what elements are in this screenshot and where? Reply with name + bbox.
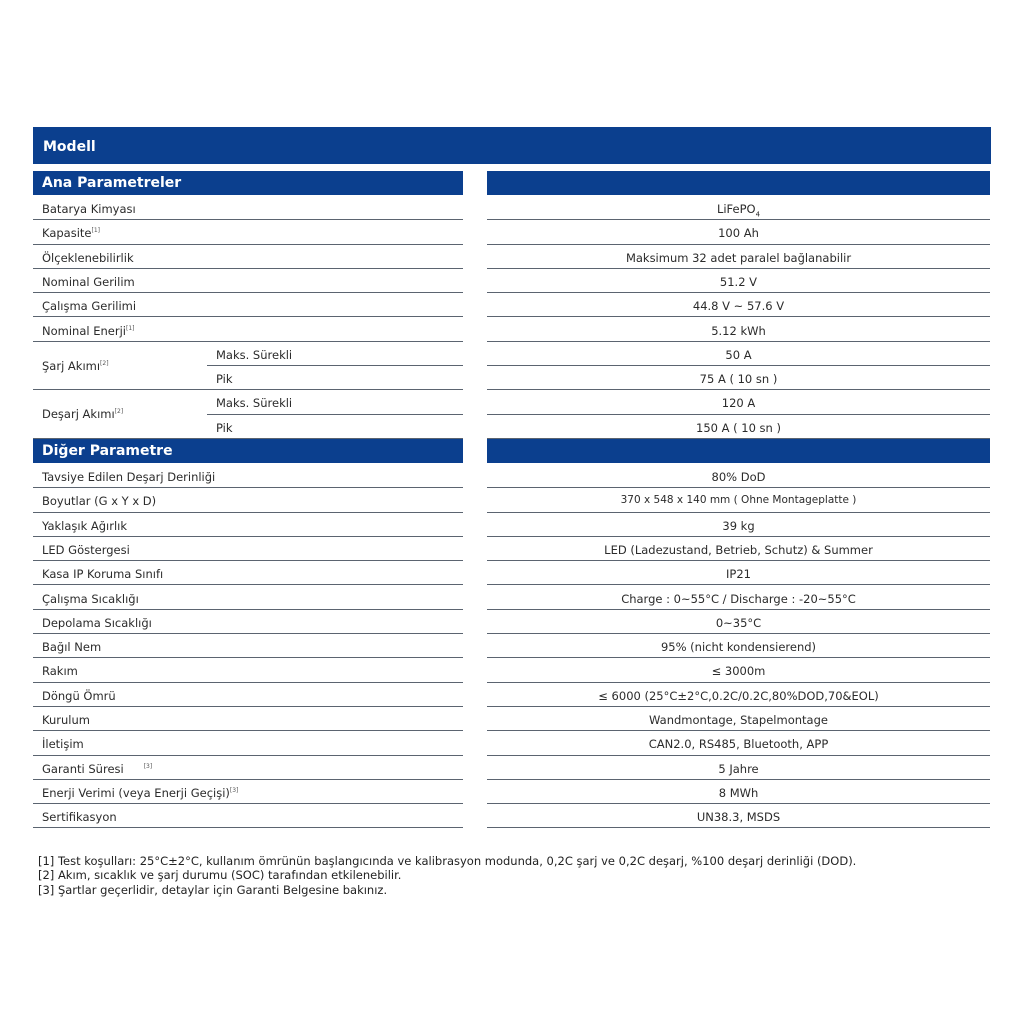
label: Nominal Enerji — [42, 323, 126, 338]
value: 120 A — [721, 396, 756, 411]
row-value — [487, 513, 990, 537]
model-header — [33, 127, 991, 164]
label-text — [216, 372, 233, 386]
label: İletişim — [42, 737, 84, 752]
row-value — [487, 245, 990, 269]
row-value — [487, 780, 990, 804]
value: Charge : 0~55°C / Discharge : -20~55°C — [621, 591, 856, 606]
row-label — [33, 780, 463, 804]
label-text — [42, 737, 84, 751]
footnote-ref: [2] — [114, 408, 124, 416]
value-text — [487, 707, 990, 727]
row-label — [33, 293, 463, 317]
row-value — [487, 634, 990, 658]
row-label — [33, 707, 463, 731]
value: Maksimum 32 adet paralel bağlanabilir — [625, 250, 852, 265]
label-text — [42, 810, 117, 824]
label-text — [42, 689, 116, 703]
value: 51.2 V — [719, 274, 758, 289]
row-label — [33, 464, 463, 488]
label: Boyutlar (G x Y x D) — [42, 494, 157, 509]
label: LED Göstergesi — [42, 542, 130, 557]
label-text — [216, 421, 233, 435]
value: ≤ 6000 (25°C±2°C,0.2C/0.2C,80%DOD,70&EOL) — [598, 688, 879, 703]
value-text — [487, 756, 990, 776]
label: Maks. Sürekli — [216, 396, 293, 411]
value: 44.8 V ~ 57.6 V — [692, 299, 785, 314]
label-text — [42, 713, 90, 727]
row-label — [33, 683, 463, 707]
row-group-label — [33, 390, 207, 439]
value-text — [487, 220, 990, 240]
value-text — [487, 586, 990, 606]
footnote-ref: [1] — [125, 324, 135, 332]
label: Çalışma Gerilimi — [42, 299, 137, 314]
row-value — [487, 658, 990, 682]
model-label: Modell — [43, 139, 96, 155]
row-label — [33, 804, 463, 828]
label: Nominal Gerilim — [42, 274, 135, 289]
value: 8 MWh — [718, 785, 759, 800]
value-text — [487, 780, 990, 800]
row-value — [487, 464, 990, 488]
value: IP21 — [726, 567, 751, 582]
value: 370 x 548 x 140 mm ( Ohne Montageplatte ) — [620, 494, 857, 507]
value: 100 Ah — [718, 226, 759, 241]
row-group-label — [33, 342, 207, 391]
row-label — [207, 366, 463, 390]
footnote-ref: [2] — [100, 359, 109, 367]
value: 95% (nicht kondensierend) — [660, 640, 817, 655]
label: Döngü Ömrü — [42, 688, 116, 703]
label-text — [42, 494, 156, 508]
row-label — [33, 634, 463, 658]
value: 80% DoD — [711, 470, 766, 484]
label-text — [42, 299, 136, 313]
value-text — [487, 731, 990, 751]
row-label — [33, 537, 463, 561]
value-text — [487, 415, 990, 435]
footnote-ref: [1] — [91, 227, 101, 235]
group-label — [42, 407, 123, 421]
label: Pik — [216, 372, 233, 387]
value-text — [487, 683, 990, 703]
value: UN38.3, MSDS — [696, 810, 781, 825]
row-label — [207, 342, 463, 366]
value: Wandmontage, Stapelmontage — [649, 713, 828, 727]
row-value — [487, 269, 990, 293]
row-label — [33, 756, 463, 780]
row-label — [33, 220, 463, 244]
value-text — [487, 342, 990, 362]
footnote-ref: [3] — [229, 787, 239, 795]
section-header — [33, 171, 463, 195]
row-value — [487, 318, 990, 342]
row-label — [33, 513, 463, 537]
footnotes — [38, 854, 856, 897]
label: Maks. Sürekli — [216, 347, 293, 362]
section-header — [33, 439, 463, 463]
subscript: 4 — [755, 210, 761, 219]
value-text — [487, 196, 990, 218]
label: Kasa IP Koruma Sınıfı — [42, 567, 164, 582]
row-value — [487, 731, 990, 755]
value-text — [487, 245, 990, 265]
row-value — [487, 488, 990, 512]
label-text — [42, 664, 78, 678]
group-label — [42, 359, 109, 373]
label-text — [42, 251, 134, 265]
value-text — [487, 366, 990, 386]
value: LiFePO — [716, 202, 756, 216]
row-value — [487, 756, 990, 780]
value: 0~35°C — [715, 615, 762, 630]
row-label — [33, 561, 463, 585]
row-value — [487, 366, 990, 390]
row-label — [33, 245, 463, 269]
row-label — [33, 318, 463, 342]
row-label — [33, 610, 463, 634]
footnote: [1] Test koşulları: 25°C±2°C, kullanım ömrünün başlangıcında ve kalibrasyon modunda, 0,2C şarj ve 0,2C deşarj, %100 deşarj derinliği (DOD). — [38, 854, 857, 868]
group-text: Şarj Akımı — [42, 358, 101, 373]
label: Garanti Süresi — [42, 761, 124, 776]
row-value — [487, 586, 990, 610]
label-text — [42, 640, 101, 654]
value-text — [487, 561, 990, 581]
footnote: [3] Şartlar geçerlidir, detaylar için Garanti Belgesine bakınız. — [38, 882, 388, 897]
label: Depolama Sıcaklığı — [42, 615, 152, 630]
label-text — [216, 396, 292, 410]
row-value — [487, 804, 990, 828]
value-text — [487, 804, 990, 824]
value: 75 A ( 10 sn ) — [699, 372, 778, 387]
row-label — [33, 196, 463, 220]
value-text — [487, 390, 990, 410]
row-label — [207, 390, 463, 414]
row-value — [487, 537, 990, 561]
label-text — [42, 275, 135, 289]
value-text — [487, 464, 990, 484]
label: Enerji Verimi (veya Enerji Geçişi) — [42, 785, 230, 800]
label: Kapasite — [42, 226, 92, 241]
row-value — [487, 415, 990, 439]
value-text — [487, 537, 990, 557]
label: Ölçeklenebilirlik — [42, 250, 134, 265]
row-label — [207, 415, 463, 439]
label: Bağıl Nem — [42, 640, 102, 655]
section-title: Ana Parametreler — [42, 175, 182, 191]
value-text — [487, 269, 990, 289]
row-value — [487, 293, 990, 317]
label-text — [216, 348, 292, 362]
value-text — [487, 634, 990, 654]
value-text — [487, 610, 990, 630]
value-text — [487, 488, 990, 506]
label-text — [42, 567, 163, 581]
footnote: [2] Akım, sıcaklık ve şarj durumu (SOC) tarafından etkilenebilir. — [38, 868, 402, 883]
value: ≤ 3000m — [711, 664, 766, 679]
section-header-value — [487, 439, 990, 463]
row-label — [33, 586, 463, 610]
value-text — [487, 318, 990, 338]
section-title: Diğer Parametre — [42, 443, 173, 459]
value-text — [487, 658, 990, 678]
label: Batarya Kimyası — [42, 202, 136, 216]
row-value — [487, 683, 990, 707]
value: 50 A — [725, 347, 752, 362]
label: Tavsiye Edilen Deşarj Derinliği — [42, 470, 216, 484]
section-header-value — [487, 171, 990, 195]
label-text — [42, 226, 100, 240]
footnote-ref: [3] — [143, 762, 153, 770]
label: Çalışma Sıcaklığı — [42, 591, 139, 606]
label: Rakım — [42, 664, 78, 679]
row-label — [33, 269, 463, 293]
group-text: Deşarj Akımı — [42, 407, 115, 422]
label: Sertifikasyon — [42, 810, 117, 825]
row-value — [487, 707, 990, 731]
label-text — [42, 592, 139, 606]
value-text — [487, 513, 990, 533]
label-text — [42, 543, 130, 557]
label-text — [42, 324, 134, 338]
label-text — [42, 786, 238, 800]
value: 5.12 kWh — [711, 323, 766, 338]
label-text — [42, 616, 152, 630]
row-label — [33, 731, 463, 755]
label: Yaklaşık Ağırlık — [42, 518, 128, 533]
row-value — [487, 610, 990, 634]
row-value — [487, 342, 990, 366]
row-label — [33, 658, 463, 682]
label-text — [42, 202, 136, 216]
value: 5 Jahre — [718, 761, 759, 776]
value: LED (Ladezustand, Betrieb, Schutz) & Summer — [604, 542, 873, 557]
row-value — [487, 390, 990, 414]
label-text — [42, 762, 152, 776]
value: CAN2.0, RS485, Bluetooth, APP — [648, 737, 829, 752]
value-text — [487, 293, 990, 313]
value: 150 A ( 10 sn ) — [696, 420, 781, 435]
label-text — [42, 519, 127, 533]
label: Kurulum — [42, 713, 90, 727]
row-value — [487, 220, 990, 244]
label-text — [42, 470, 215, 484]
row-value — [487, 561, 990, 585]
row-label — [33, 488, 463, 512]
label: Pik — [216, 420, 233, 435]
value: 39 kg — [722, 518, 755, 533]
row-value — [487, 196, 990, 220]
